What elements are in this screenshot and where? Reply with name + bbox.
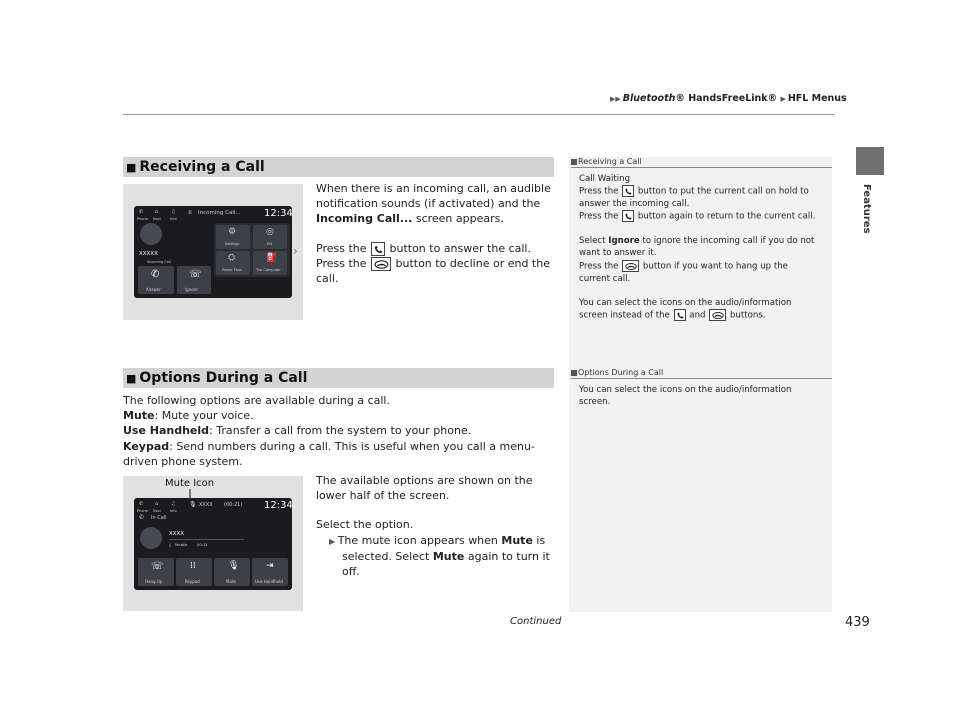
mute-button: 🎙 Mute [214, 558, 250, 586]
caller-avatar [140, 527, 162, 549]
chapter-tab-label: Features [861, 184, 872, 234]
caller-name: XXXX [169, 531, 185, 537]
transfer-icon: ⇥ [266, 561, 274, 571]
hang-up-button-icon [371, 257, 391, 271]
square-bullet-icon: ■ [126, 372, 137, 385]
option-keypad: Keypad: Send numbers during a call. This is useful when you call a menu-driven phone system. [123, 439, 535, 468]
screen-nav-label: Info [170, 509, 177, 513]
option-use-handheld: Use Handheld: Transfer a call from the system to your phone. [123, 424, 472, 438]
screen-nav-label: Navi [153, 217, 161, 221]
incoming-call-figure [123, 184, 303, 320]
breadcrumb-hfl: ® HandsFreeLink® [675, 93, 778, 104]
receiving-paragraph-2: Press the button to answer the call. Press the button to decline or end the call. [316, 241, 550, 286]
options-list [123, 393, 554, 469]
gear-icon: ⚙ [228, 227, 237, 237]
option-mute: Mute: Mute your voice. [123, 409, 254, 423]
mute-note: ▶ The mute icon appears when Mute is selected. Select Mute again to turn it off. [329, 533, 550, 579]
mute-microphone-icon: 🎙 [228, 561, 240, 571]
screen-top-caller: XXXX [199, 502, 213, 508]
hang-up-button-icon [622, 260, 639, 272]
continued-label: Continued [510, 616, 562, 627]
breadcrumb-hfl-menus: HFL Menus [787, 93, 847, 104]
arrow-right-icon: ▶ [329, 536, 338, 546]
square-bullet-icon: ■ [126, 161, 137, 174]
screen-nav-label: Phone [137, 217, 148, 221]
screen-nav-info-icon: ♫ [171, 501, 176, 507]
use-handheld-button: ⇥ Use Handheld [252, 558, 288, 586]
header-divider [123, 114, 834, 115]
keypad-icon: ⁞⁞ [190, 561, 196, 571]
receiving-note-body [571, 168, 817, 322]
mute-icon-callout: Mute Icon [165, 478, 215, 489]
hang-up-icon: ☏ [151, 561, 164, 572]
keypad-button: ⁞⁞ Keypad [176, 558, 212, 586]
screen-nav-home-icon: ⌂ [155, 501, 159, 507]
receiving-body [316, 181, 554, 286]
caller-divider [169, 539, 244, 540]
receiving-note-heading: Receiving a Call [571, 157, 832, 168]
in-call-figure [123, 476, 303, 611]
options-intro: The following options are available during a call. [123, 394, 390, 407]
arrow-right-icon: ▶▶ [610, 95, 621, 103]
mobile-time: 00:21 [197, 542, 208, 547]
screen-title: In Call [151, 515, 167, 521]
receiving-note [571, 157, 832, 322]
call-waiting-line-1: Press the button to put the current call on hold to answer the incoming call. [579, 186, 809, 210]
caller-name: XXXXX [139, 251, 158, 257]
pick-up-button-icon [674, 309, 686, 321]
note-marker-icon [571, 370, 577, 376]
mute-status-icon: 🎙 [189, 501, 197, 508]
ignore-note: Select Ignore to ignore the incoming call if you do not want to answer it. [579, 236, 815, 259]
screen-clock: 12:34 [264, 500, 293, 511]
breadcrumb [610, 93, 847, 104]
pick-up-button-icon [622, 210, 634, 222]
note-marker-icon [571, 159, 577, 165]
options-available: The available options are shown on the lower half of the screen. [316, 474, 533, 503]
gauge-icon: ◎ [266, 227, 274, 237]
call-waiting-title: Call Waiting [579, 174, 631, 184]
hang-up-button-icon [709, 309, 726, 321]
section-heading-receiving: ■ Receiving a Call [123, 157, 554, 177]
arrow-right-icon: ▶ [780, 95, 786, 103]
receiving-paragraph-1: When there is an incoming call, an audible notification sounds (if activated) and the Incoming Call... screen appears. [316, 182, 551, 226]
hang-up-icon: ☏ [189, 269, 202, 280]
power-flow-icon: ⛭ [228, 253, 236, 263]
answer-phone-icon: ✆ [151, 269, 160, 280]
mobile-label: Mobile [175, 542, 188, 547]
tile-settings: ⚙ Settings [216, 225, 250, 249]
screen-nav-label: Info [170, 217, 177, 221]
options-body [316, 473, 554, 579]
tile-eld: ◎ Eld [253, 225, 287, 249]
section-heading-options: ■ Options During a Call [123, 368, 554, 388]
pick-up-button-icon [371, 242, 385, 256]
page-number: 439 [845, 615, 870, 630]
incoming-call-screen [134, 206, 292, 298]
tile-trip-computer: ⛽ Trip Computer [253, 251, 287, 275]
chapter-tab-marker [856, 147, 884, 175]
select-icons-note: You can select the icons on the audio/information screen instead of the and buttons. [579, 297, 792, 321]
hang-up-button: ☏ Hang Up [138, 558, 174, 586]
screen-timer: (00:21) [224, 502, 243, 508]
caller-avatar [140, 223, 162, 245]
breadcrumb-bluetooth: Bluetooth [622, 93, 676, 104]
screen-nav-label: Phone [137, 509, 148, 513]
pick-up-button-icon [622, 185, 634, 197]
fuel-icon: ⛽ [266, 253, 278, 263]
screen-nav-phone-icon: ✆ [139, 501, 144, 507]
screen-nav-home-icon: ⌂ [155, 209, 159, 215]
screen-nav-label: Navi [153, 509, 161, 513]
screen-nav-phone-icon: ✆ [139, 209, 144, 215]
tile-power-flow: ⛭ Power Flow [216, 251, 250, 275]
call-waiting-line-2: Press the button again to return to the current call. [579, 211, 816, 222]
screen-title: Incoming Call... [198, 210, 241, 216]
screen-clock: 12:34 [264, 208, 293, 219]
options-select: Select the option. [316, 518, 414, 532]
screen-phone-icon: ✆ [139, 514, 145, 521]
hang-up-note: Press the button if you want to hang up the current call. [579, 261, 788, 284]
ignore-button: ☏ Ignore [177, 266, 211, 294]
answer-button: ✆ Answer [138, 266, 174, 294]
in-call-screen [134, 498, 292, 590]
caller-sub: Incoming Call [147, 260, 171, 264]
screen-phone-icon: ✆ [188, 210, 193, 216]
screen-nav-info-icon: ♫ [171, 209, 176, 215]
chevron-right-icon: › [293, 244, 298, 258]
options-note-heading: Options During a Call [571, 368, 832, 379]
options-note [571, 368, 832, 409]
mobile-icon: ▯ [169, 542, 172, 547]
options-note-body: You can select the icons on the audio/information screen. [579, 385, 792, 408]
